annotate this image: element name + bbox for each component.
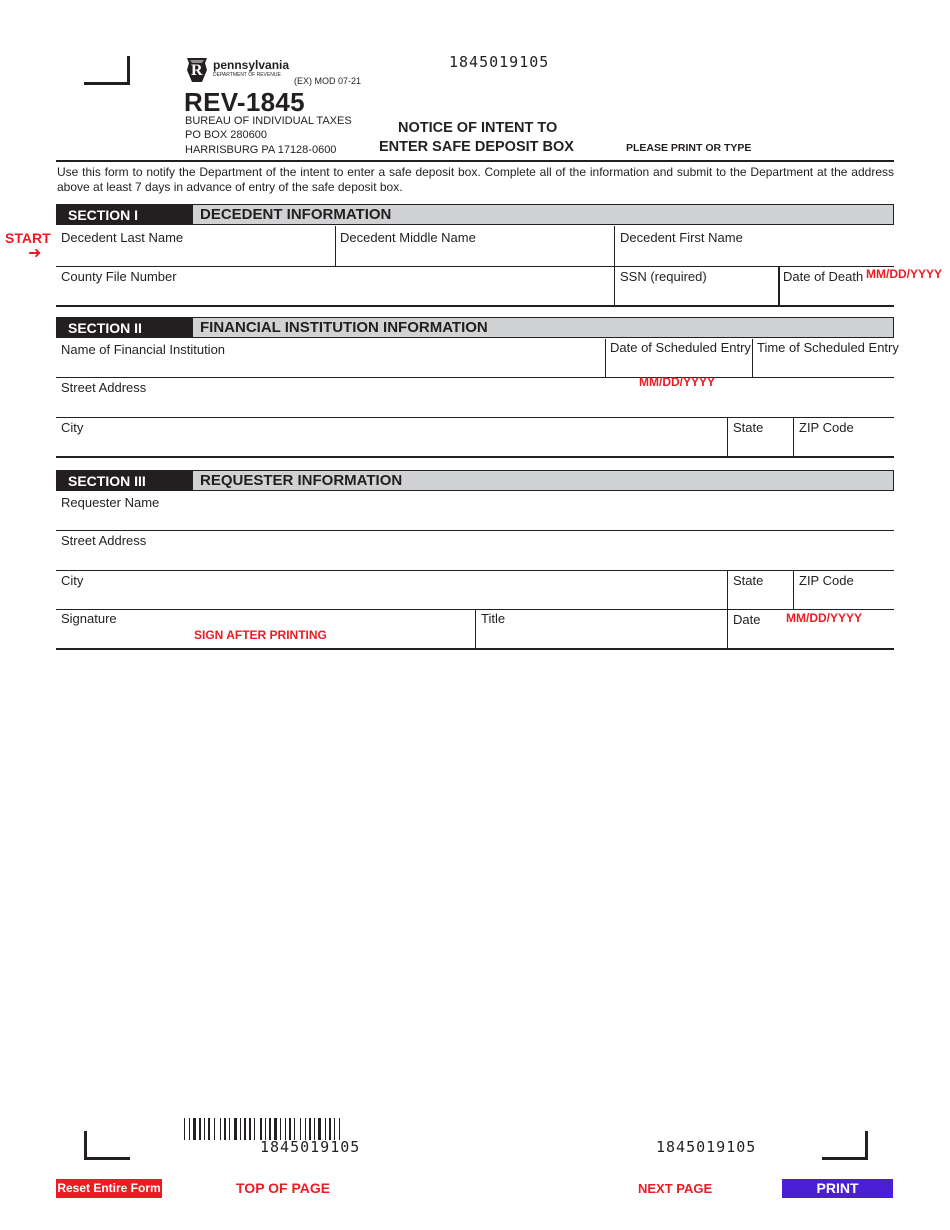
registration-mark-top-left (84, 56, 130, 85)
section-1-header (56, 204, 894, 225)
address-line-2: PO BOX 280600 (185, 129, 267, 141)
date-of-death-label: Date of Death (783, 269, 864, 284)
header-divider (56, 160, 894, 162)
address-line-3: HARRISBURG PA 17128-0600 (185, 144, 337, 156)
requester-state-label: State (733, 573, 764, 588)
department-name: DEPARTMENT OF REVENUE (213, 72, 281, 78)
institution-state-label: State (733, 420, 764, 435)
decedent-first-name-label: Decedent First Name (620, 230, 743, 245)
scheduled-entry-date-format: MM/DD/YYYY (639, 375, 716, 389)
requester-date-format: MM/DD/YYYY (786, 611, 863, 625)
decedent-last-name-label: Decedent Last Name (61, 230, 184, 245)
barcode-number: 1845019105 (260, 1138, 361, 1156)
print-instruction: PLEASE PRINT OR TYPE (626, 142, 752, 154)
requester-date-label: Date (733, 612, 761, 627)
requester-title-label: Title (481, 611, 506, 626)
form-id-top: 1845019105 (449, 53, 550, 71)
section-3-number: SECTION III (57, 471, 193, 490)
barcode (184, 1118, 448, 1140)
time-scheduled-entry-label: Time of Scheduled Entry (757, 340, 899, 355)
requester-zip-label: ZIP Code (799, 573, 854, 588)
institution-zip-label: ZIP Code (799, 420, 854, 435)
section-3-header (56, 470, 894, 491)
financial-institution-name-label: Name of Financial Institution (61, 342, 226, 357)
institution-street-address-label: Street Address (61, 380, 147, 395)
section-2-number: SECTION II (57, 318, 193, 337)
institution-street-address-field[interactable] (56, 378, 894, 417)
registration-mark-bottom-left (84, 1131, 130, 1160)
registration-mark-bottom-right (822, 1131, 868, 1160)
institution-city-field[interactable] (56, 418, 727, 456)
reset-form-button[interactable]: Reset Entire Form (56, 1179, 162, 1198)
start-arrow-icon: ➜ (28, 245, 42, 262)
state-name: pennsylvania (213, 58, 290, 72)
address-line-1: BUREAU OF INDIVIDUAL TAXES (185, 115, 352, 127)
top-of-page-link[interactable]: TOP OF PAGE (236, 1180, 331, 1196)
next-page-link[interactable]: NEXT PAGE (638, 1181, 713, 1196)
requester-name-field[interactable] (56, 492, 894, 530)
requester-street-address-label: Street Address (61, 533, 147, 548)
requester-title-field[interactable] (475, 610, 727, 648)
sign-after-printing-note: SIGN AFTER PRINTING (194, 628, 327, 642)
print-button[interactable]: PRINT (782, 1179, 893, 1198)
section-1-title: DECEDENT INFORMATION (200, 206, 392, 223)
section-3-title: REQUESTER INFORMATION (200, 472, 403, 489)
intro-text: Use this form to notify the Department of the intent to enter a safe deposit box. Complete all of the information and submit to the Department at the address above at least 7 days in advance of entry of the safe deposit box. (57, 165, 894, 194)
signature-label: Signature (61, 611, 117, 626)
start-label: START (5, 230, 51, 246)
requester-city-field[interactable] (56, 571, 727, 609)
date-of-death-format: MM/DD/YYYY (866, 267, 943, 281)
requester-name-label: Requester Name (61, 495, 160, 510)
decedent-middle-name-label: Decedent Middle Name (340, 230, 476, 245)
section-1-number: SECTION I (57, 205, 193, 224)
form-title-line-2: ENTER SAFE DEPOSIT BOX (379, 139, 574, 155)
form-number: REV-1845 (184, 87, 305, 117)
county-file-number-label: County File Number (61, 269, 177, 284)
section-2-header (56, 317, 894, 338)
date-scheduled-entry-label: Date of Scheduled Entry (610, 340, 751, 355)
section-2-title: FINANCIAL INSTITUTION INFORMATION (200, 319, 488, 336)
form-id-bottom: 1845019105 (656, 1138, 757, 1156)
institution-city-label: City (61, 420, 84, 435)
requester-city-label: City (61, 573, 84, 588)
requester-street-address-field[interactable] (56, 531, 894, 570)
ssn-label: SSN (required) (620, 269, 707, 284)
form-version: (EX) MOD 07-21 (294, 76, 362, 86)
pa-keystone-logo: R (185, 56, 209, 84)
form-title-line-1: NOTICE OF INTENT TO (398, 120, 558, 136)
